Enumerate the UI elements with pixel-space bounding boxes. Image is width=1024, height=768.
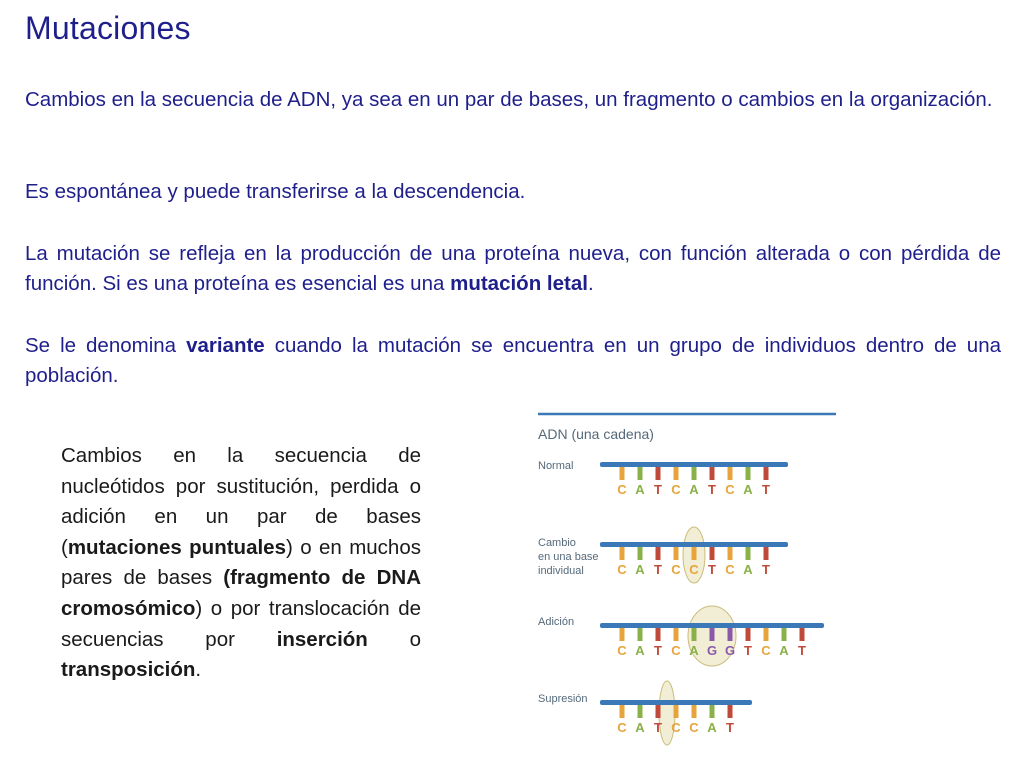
transposition-term: transposición — [61, 658, 196, 682]
base-bar-C — [620, 547, 625, 560]
base-bar-A — [782, 628, 787, 641]
base-bar-T — [764, 547, 769, 560]
base-letter: T — [654, 720, 662, 735]
chromosomal-fragment-term: (fragmento de DNA cromosómico — [61, 566, 421, 620]
base-bar-C — [674, 705, 679, 718]
base-bar-T — [710, 547, 715, 560]
base-letter: T — [654, 482, 662, 497]
base-bar-C — [728, 467, 733, 480]
row-label: Adición — [538, 616, 575, 628]
p3-period: . — [587, 272, 594, 295]
base-bar-C — [692, 547, 697, 560]
base-letter: A — [743, 482, 753, 497]
base-bar-A — [638, 547, 643, 560]
base-letter: T — [708, 562, 716, 577]
base-letter: C — [671, 562, 681, 577]
side-text-5: ) o por translocación de secuencias por — [61, 596, 421, 651]
dna-mutation-figure — [520, 400, 850, 768]
base-letter: T — [744, 643, 752, 658]
paragraph-protein-effect — [25, 239, 1001, 299]
base-letter: G — [724, 643, 736, 658]
mutation-row — [538, 460, 788, 497]
side-text-9: . — [195, 658, 202, 682]
dna-backbone — [600, 623, 824, 628]
base-letter: C — [671, 482, 681, 497]
base-bar-T — [656, 628, 661, 641]
base-bar-G — [710, 628, 715, 641]
p3-text: La mutación se refleja en la producción de una proteína nueva, con función alterada o con pérdida de función. Si es una proteína es esencial es una — [25, 242, 1001, 295]
base-bar-A — [692, 467, 697, 480]
dna-backbone — [600, 542, 788, 547]
dna-diagram — [520, 400, 850, 768]
base-bar-T — [728, 705, 733, 718]
p4-text-start: Se le denomina — [25, 334, 187, 357]
mutation-row — [538, 606, 824, 666]
base-letter: T — [762, 482, 770, 497]
side-text-1: Cambios en la secuencia de nucleótidos por sustitución, perdida o adición en un par de bases ( — [61, 444, 421, 559]
row-label: Supresión — [538, 693, 588, 705]
base-letter: G — [706, 643, 718, 658]
base-letter: T — [708, 482, 716, 497]
base-letter: A — [635, 720, 645, 735]
base-letter: C — [617, 643, 627, 658]
base-letter: A — [779, 643, 789, 658]
base-letter: T — [654, 643, 662, 658]
base-bar-A — [746, 467, 751, 480]
base-letter: C — [689, 562, 699, 577]
dna-backbone — [600, 462, 788, 467]
base-letter: T — [654, 562, 662, 577]
base-bar-T — [656, 705, 661, 718]
base-bar-T — [764, 467, 769, 480]
base-letter: A — [707, 720, 717, 735]
base-letter: C — [725, 482, 735, 497]
mutation-highlight — [659, 681, 675, 745]
row-label: en una base — [538, 551, 599, 563]
paragraph-variant — [25, 331, 1001, 391]
base-bar-C — [728, 547, 733, 560]
base-letter: C — [671, 720, 681, 735]
base-bar-T — [746, 628, 751, 641]
base-letter: C — [617, 720, 627, 735]
base-bar-T — [800, 628, 805, 641]
base-letter: A — [743, 562, 753, 577]
base-bar-T — [656, 467, 661, 480]
base-letter: C — [617, 562, 627, 577]
base-letter: T — [798, 643, 806, 658]
base-bar-A — [746, 547, 751, 560]
base-letter: A — [689, 482, 699, 497]
variant-term: variante — [186, 334, 265, 357]
base-bar-G — [728, 628, 733, 641]
base-letter: C — [671, 643, 681, 658]
paragraph-definition: Cambios en la secuencia de ADN, ya sea en un par de bases, un fragmento o cambios en la organización. — [25, 88, 993, 111]
mutation-row — [538, 681, 752, 745]
base-bar-A — [638, 705, 643, 718]
dna-backbone — [600, 700, 752, 705]
base-bar-C — [674, 467, 679, 480]
base-bar-A — [638, 467, 643, 480]
base-bar-C — [674, 547, 679, 560]
point-mutations-term: mutaciones puntuales — [67, 535, 286, 559]
side-text-7: o — [367, 627, 421, 651]
slide-title: Mutaciones — [25, 10, 191, 46]
base-bar-A — [692, 628, 697, 641]
base-letter: A — [635, 562, 645, 577]
base-bar-C — [620, 467, 625, 480]
base-bar-T — [710, 467, 715, 480]
base-bar-C — [764, 628, 769, 641]
base-letter: T — [762, 562, 770, 577]
p4-text-end: cuando la mutación se encuentra en un grupo de individuos dentro de una población. — [25, 334, 1002, 387]
base-bar-C — [692, 705, 697, 718]
row-label: individual — [538, 565, 584, 577]
base-bar-C — [674, 628, 679, 641]
row-label: Normal — [538, 460, 574, 472]
side-text-3: ) o en muchos pares de bases — [61, 535, 421, 590]
point-mutation-description — [61, 441, 421, 686]
lethal-mutation-term: mutación letal — [450, 272, 588, 295]
base-letter: A — [635, 482, 645, 497]
base-letter: T — [726, 720, 734, 735]
base-letter: C — [617, 482, 627, 497]
mutation-row — [538, 527, 788, 583]
base-letter: A — [689, 643, 699, 658]
base-letter: C — [689, 720, 699, 735]
base-letter: C — [725, 562, 735, 577]
base-bar-A — [638, 628, 643, 641]
base-bar-C — [620, 628, 625, 641]
row-label: Cambio — [538, 537, 576, 549]
insertion-term: inserción — [276, 627, 368, 651]
base-bar-A — [710, 705, 715, 718]
base-bar-C — [620, 705, 625, 718]
mutation-rows — [538, 460, 824, 745]
base-letter: C — [761, 643, 771, 658]
figure-header: ADN (una cadena) — [538, 426, 654, 442]
paragraph-spontaneous: Es espontánea y puede transferirse a la descendencia. — [25, 180, 526, 203]
base-letter: A — [635, 643, 645, 658]
base-bar-T — [656, 547, 661, 560]
